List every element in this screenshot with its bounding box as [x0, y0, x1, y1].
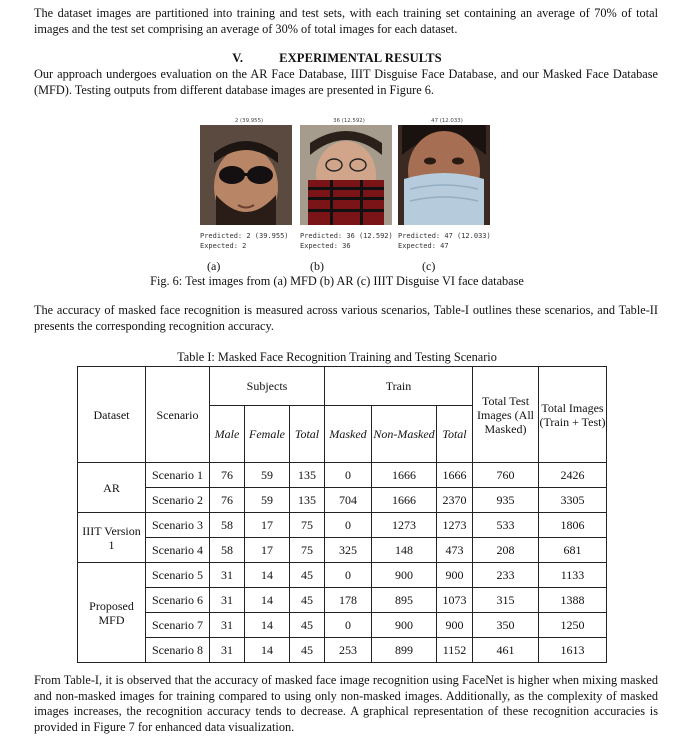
female-cell: 17: [245, 513, 290, 538]
panel-score: 47 (12.033): [431, 118, 463, 124]
test-cell: 350: [473, 613, 539, 638]
dataset-cell: IIIT Version 1: [78, 513, 146, 563]
scenario-table: [77, 366, 607, 663]
face-image-sunglasses: [200, 125, 292, 225]
table-title: Table I: Masked Face Recognition Training and Testing Scenario: [177, 350, 497, 364]
train-total-cell: 1666: [437, 463, 473, 488]
total-cell: 45: [290, 588, 325, 613]
panel-predicted: Predicted: 2 (39.955): [200, 232, 289, 240]
all-cell: 3305: [539, 488, 607, 513]
non-masked-cell: 148: [372, 538, 437, 563]
total-cell: 135: [290, 463, 325, 488]
face-photo-c: [398, 125, 490, 225]
masked-cell: 0: [325, 513, 372, 538]
table-row: [78, 513, 607, 538]
total-cell: 45: [290, 613, 325, 638]
accuracy-paragraph: The accuracy of masked face recognition is measured across various scenarios, Table-I outlines these scenarios, and Table-II presents the corresponding recognition accuracy.: [34, 303, 658, 333]
male-cell: 76: [210, 463, 245, 488]
face-image-scarf: [300, 125, 392, 225]
scenario-cell: Scenario 3: [146, 513, 210, 538]
total-cell: 75: [290, 513, 325, 538]
scenario-cell: Scenario 4: [146, 538, 210, 563]
all-cell: 1250: [539, 613, 607, 638]
table-row: [78, 588, 607, 613]
panel-score: 2 (39.955): [234, 118, 264, 124]
header-male: Male: [210, 406, 245, 463]
table-row: [78, 613, 607, 638]
total-cell: 45: [290, 638, 325, 663]
male-cell: 76: [210, 488, 245, 513]
train-total-cell: 1073: [437, 588, 473, 613]
female-cell: 59: [245, 488, 290, 513]
header-train: Train: [325, 367, 473, 406]
header-scenario: Scenario: [146, 367, 210, 463]
panel-expected: Expected: 47: [398, 241, 449, 250]
scenario-cell: Scenario 5: [146, 563, 210, 588]
conclusion-paragraph: From Table-I, it is observed that the accuracy of masked face image recognition using FaceNet is higher when mixing masked and non-masked images for training compared to using only non-masked images. Additionally, as the complexity of masked images increases, the recognition accuracy tends to decrease. A graphical representation of these recognition accuracies is provided in Figure 7 for enhanced data visualization.: [34, 673, 658, 734]
header-train-total: Total: [437, 406, 473, 463]
all-cell: 2426: [539, 463, 607, 488]
table-row: [78, 638, 607, 663]
dataset-cell: Proposed MFD: [78, 563, 146, 663]
train-total-cell: 1152: [437, 638, 473, 663]
all-cell: 1388: [539, 588, 607, 613]
non-masked-cell: 1666: [372, 488, 437, 513]
total-cell: 45: [290, 563, 325, 588]
figure-panel-c: [398, 117, 496, 251]
train-total-cell: 2370: [437, 488, 473, 513]
header-female: Female: [245, 406, 290, 463]
female-cell: 14: [245, 563, 290, 588]
masked-cell: 253: [325, 638, 372, 663]
scenario-cell: Scenario 6: [146, 588, 210, 613]
female-cell: 14: [245, 638, 290, 663]
train-total-cell: 1273: [437, 513, 473, 538]
table-row: [78, 488, 607, 513]
total-cell: 135: [290, 488, 325, 513]
panel-expected: Expected: 36: [300, 241, 351, 250]
non-masked-cell: 1666: [372, 463, 437, 488]
header-non-masked: Non-Masked: [372, 406, 437, 463]
test-cell: 461: [473, 638, 539, 663]
table-row: [78, 463, 607, 488]
table-row: [78, 538, 607, 563]
male-cell: 58: [210, 538, 245, 563]
panel-predicted: Predicted: 36 (12.592): [300, 232, 393, 240]
total-cell: 75: [290, 538, 325, 563]
results-paragraph: Our approach undergoes evaluation on the AR Face Database, IIIT Disguise Face Database, and our Masked Face Database (MFD). Testing outputs from different database images are presented in Figure 6.: [34, 67, 658, 97]
figure-caption: Fig. 6: Test images from (a) MFD (b) AR (c) IIIT Disguise VI face database: [150, 274, 524, 288]
scenario-cell: Scenario 8: [146, 638, 210, 663]
header-subjects: Subjects: [210, 367, 325, 406]
panel-label-a: (a): [207, 259, 221, 273]
figure-6: [200, 117, 500, 275]
table-row: [78, 563, 607, 588]
female-cell: 14: [245, 613, 290, 638]
female-cell: 14: [245, 588, 290, 613]
masked-cell: 0: [325, 563, 372, 588]
face-image-surgical-mask: [398, 125, 490, 225]
figure-panel-b: [300, 117, 398, 251]
non-masked-cell: 900: [372, 613, 437, 638]
test-cell: 760: [473, 463, 539, 488]
intro-paragraph: The dataset images are partitioned into training and test sets, with each training set containing an average of 70% of total images and the test set comprising an average of 30% of total images for each dataset.: [34, 6, 658, 36]
panel-predicted: Predicted: 47 (12.033): [398, 232, 491, 240]
test-cell: 935: [473, 488, 539, 513]
train-total-cell: 900: [437, 563, 473, 588]
all-cell: 1613: [539, 638, 607, 663]
header-total-images: Total Images (Train + Test): [539, 367, 607, 463]
train-total-cell: 473: [437, 538, 473, 563]
train-total-cell: 900: [437, 613, 473, 638]
male-cell: 31: [210, 588, 245, 613]
male-cell: 58: [210, 513, 245, 538]
table-header-row: [78, 367, 607, 406]
male-cell: 31: [210, 638, 245, 663]
non-masked-cell: 895: [372, 588, 437, 613]
panel-label-b: (b): [310, 259, 324, 273]
test-cell: 315: [473, 588, 539, 613]
male-cell: 31: [210, 613, 245, 638]
test-cell: 233: [473, 563, 539, 588]
dataset-cell: AR: [78, 463, 146, 513]
section-number: V.: [232, 51, 244, 65]
masked-cell: 0: [325, 613, 372, 638]
header-masked: Masked: [325, 406, 372, 463]
non-masked-cell: 899: [372, 638, 437, 663]
panel-expected: Expected: 2: [200, 241, 247, 250]
panel-score: 36 (12.592): [333, 118, 365, 124]
all-cell: 1806: [539, 513, 607, 538]
scenario-cell: Scenario 2: [146, 488, 210, 513]
female-cell: 17: [245, 538, 290, 563]
header-total: Total: [290, 406, 325, 463]
masked-cell: 325: [325, 538, 372, 563]
panel-label-c: (c): [422, 259, 436, 273]
female-cell: 59: [245, 463, 290, 488]
non-masked-cell: 1273: [372, 513, 437, 538]
test-cell: 208: [473, 538, 539, 563]
header-dataset: Dataset: [78, 367, 146, 463]
all-cell: 681: [539, 538, 607, 563]
non-masked-cell: 900: [372, 563, 437, 588]
section-heading: [0, 51, 674, 67]
masked-cell: 704: [325, 488, 372, 513]
figure-panel-a: [200, 117, 298, 251]
male-cell: 31: [210, 563, 245, 588]
scenario-cell: Scenario 1: [146, 463, 210, 488]
header-total-test: Total Test Images (All Masked): [473, 367, 539, 463]
section-title: EXPERIMENTAL RESULTS: [279, 51, 442, 65]
scenario-cell: Scenario 7: [146, 613, 210, 638]
test-cell: 533: [473, 513, 539, 538]
masked-cell: 178: [325, 588, 372, 613]
face-photo-a: [200, 125, 292, 225]
masked-cell: 0: [325, 463, 372, 488]
face-photo-b: [300, 125, 392, 225]
all-cell: 1133: [539, 563, 607, 588]
